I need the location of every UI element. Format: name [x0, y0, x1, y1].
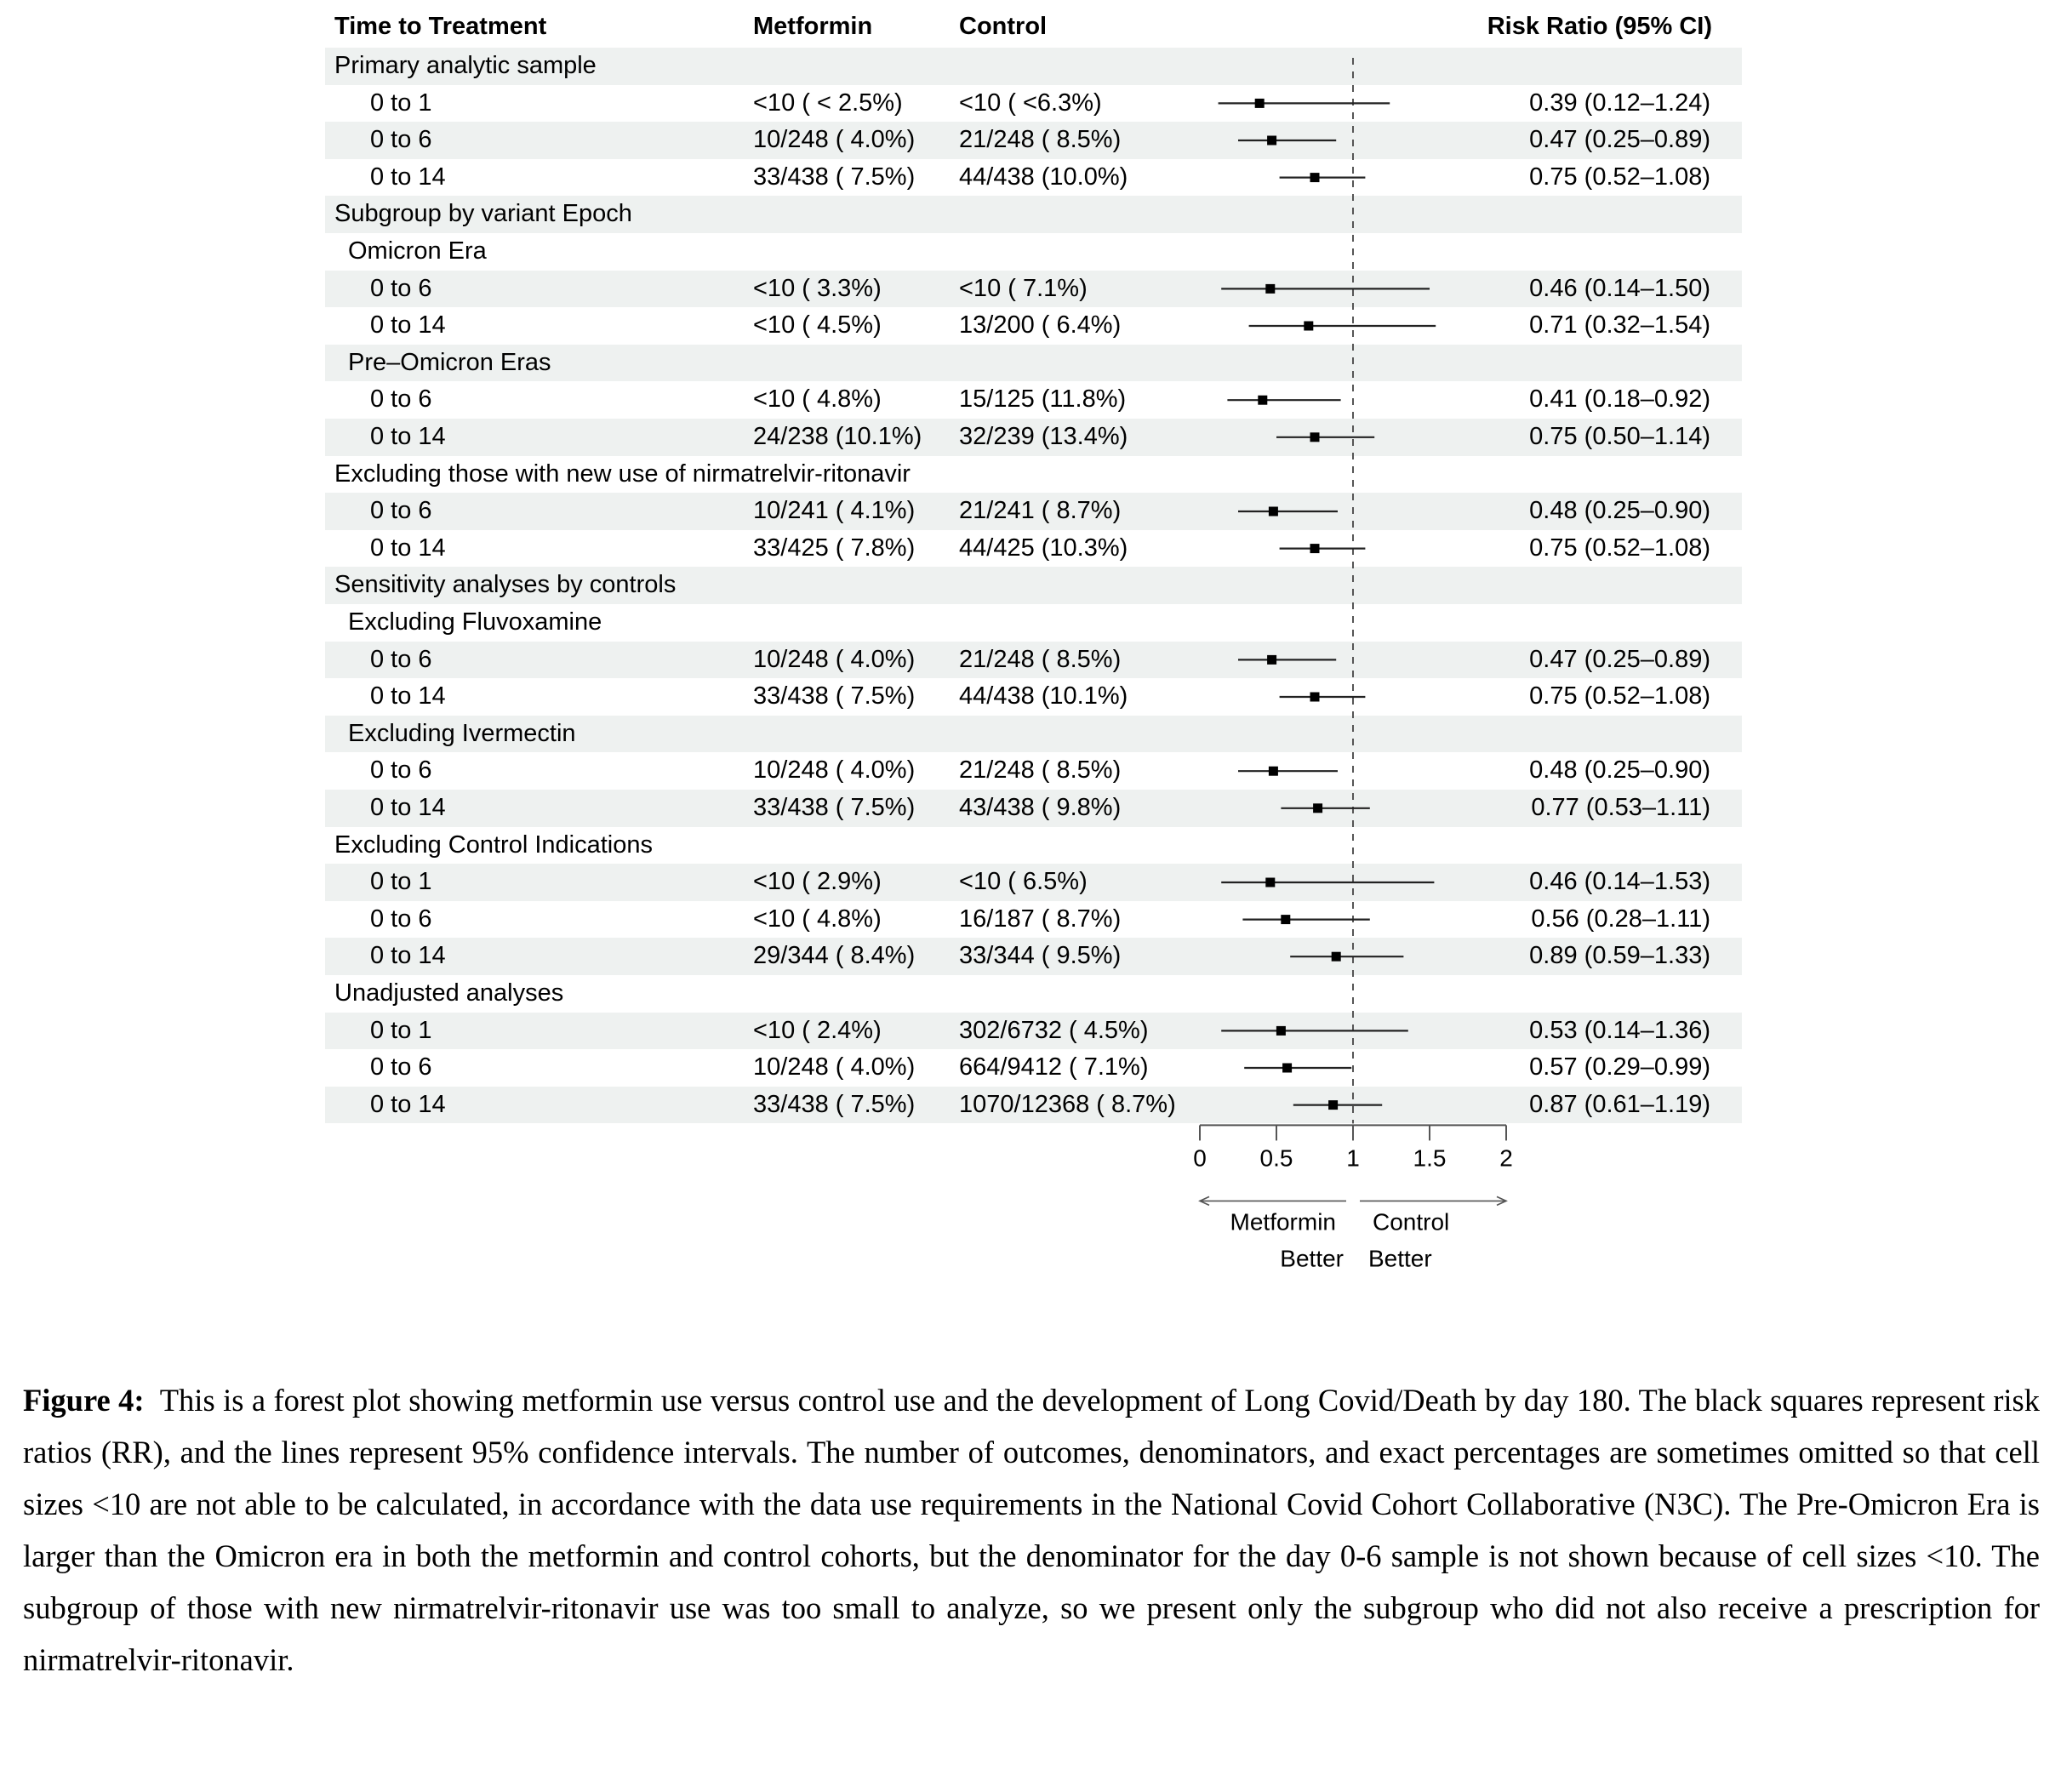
time-window-label: 0 to 14 [370, 794, 446, 821]
time-window-label: 0 to 14 [370, 682, 446, 711]
risk-ratio-marker [1310, 173, 1320, 182]
x-tick-label: 0.5 [1259, 1144, 1293, 1172]
control-better-label-line2: Better [1368, 1245, 1432, 1272]
risk-ratio-ci-label: 0.46 (0.14–1.53) [1529, 868, 1710, 896]
risk-ratio-ci-label: 0.56 (0.28–1.11) [1531, 905, 1710, 933]
time-window-label: 0 to 14 [370, 311, 446, 340]
control-outcome-cell: 33/344 ( 9.5%) [959, 942, 1122, 970]
time-window-label: 0 to 14 [370, 163, 446, 191]
control-outcome-cell: <10 ( 6.5%) [959, 868, 1088, 896]
time-window-label: 0 to 6 [370, 905, 432, 933]
control-outcome-cell: 44/425 (10.3%) [959, 534, 1128, 562]
control-outcome-cell: 21/241 ( 8.7%) [959, 497, 1122, 525]
control-outcome-cell: 1070/12368 ( 8.7%) [959, 1090, 1176, 1118]
risk-ratio-ci-label: 0.75 (0.52–1.08) [1529, 534, 1710, 562]
risk-ratio-ci-label: 0.53 (0.14–1.36) [1529, 1016, 1710, 1044]
risk-ratio-ci-label: 0.71 (0.32–1.54) [1529, 311, 1710, 340]
risk-ratio-marker [1313, 803, 1322, 813]
metformin-outcome-cell: <10 ( 2.4%) [753, 1016, 882, 1044]
x-tick-label: 2 [1499, 1144, 1513, 1172]
time-window-label: 0 to 6 [370, 1053, 432, 1081]
time-window-label: 0 to 6 [370, 645, 432, 673]
risk-ratio-marker [1269, 507, 1278, 516]
control-outcome-cell: 302/6732 ( 4.5%) [959, 1016, 1149, 1044]
time-window-label: 0 to 1 [370, 1016, 432, 1044]
risk-ratio-ci-label: 0.75 (0.52–1.08) [1529, 163, 1710, 191]
risk-ratio-ci-label: 0.77 (0.53–1.11) [1531, 794, 1710, 821]
metformin-outcome-cell: <10 ( 4.5%) [753, 311, 882, 340]
group-label: Omicron Era [348, 237, 487, 265]
caption-text: This is a forest plot showing metformin use versus control use and the development of Long Covid/Death by day 180. The black squares represent risk ratios (RR), and the lines represent 95% confidence intervals. The number of outcomes, denominators, and exact percentages are sometimes omitted so that cell sizes <10 are not able to be calculated, in accordance with the data use requirements in the National Covid Cohort Collaborative (N3C). The Pre-Omicron Era is larger than the Omicron era in both the metformin and control cohorts, but the denominator for the day 0-6 sample is not shown because of cell sizes <10. The subgroup of those with new nirmatrelvir-ritonavir use was too small to analyze, so we present only the subgroup who did not also receive a prescription for nirmatrelvir-ritonavir. [23, 1383, 2041, 1677]
metformin-outcome-cell: <10 ( 4.8%) [753, 905, 882, 933]
time-window-label: 0 to 6 [370, 274, 432, 302]
control-outcome-cell: 44/438 (10.1%) [959, 682, 1128, 711]
metformin-outcome-cell: <10 ( 3.3%) [753, 274, 882, 302]
control-outcome-cell: 15/125 (11.8%) [959, 385, 1127, 414]
group-label: Excluding Fluvoxamine [348, 608, 602, 636]
risk-ratio-marker [1332, 952, 1341, 962]
control-outcome-cell: <10 ( <6.3%) [959, 88, 1102, 117]
metformin-better-label-line2: Better [1280, 1245, 1344, 1272]
risk-ratio-ci-label: 0.48 (0.25–0.90) [1529, 756, 1710, 785]
control-better-label-line1: Control [1373, 1208, 1450, 1236]
risk-ratio-ci-label: 0.57 (0.29–0.99) [1529, 1053, 1710, 1081]
control-outcome-cell: 664/9412 ( 7.1%) [959, 1053, 1149, 1081]
metformin-outcome-cell: 10/248 ( 4.0%) [753, 645, 916, 673]
figure-caption [23, 1374, 2040, 1686]
x-tick-label: 1.5 [1413, 1144, 1447, 1172]
header-time-to-treatment: Time to Treatment [334, 13, 547, 40]
risk-ratio-marker [1265, 284, 1275, 294]
risk-ratio-marker [1281, 915, 1290, 924]
risk-ratio-marker [1328, 1100, 1338, 1110]
risk-ratio-marker [1304, 322, 1313, 331]
time-window-label: 0 to 6 [370, 756, 432, 785]
risk-ratio-marker [1267, 136, 1276, 146]
control-outcome-cell: 43/438 ( 9.8%) [959, 794, 1122, 821]
risk-ratio-ci-label: 0.47 (0.25–0.89) [1529, 645, 1710, 673]
risk-ratio-ci-label: 0.89 (0.59–1.33) [1529, 942, 1710, 970]
control-outcome-cell: 44/438 (10.0%) [959, 163, 1128, 191]
metformin-outcome-cell: 33/438 ( 7.5%) [753, 163, 916, 191]
control-outcome-cell: 21/248 ( 8.5%) [959, 645, 1122, 673]
caption-label: Figure 4: [23, 1383, 145, 1418]
risk-ratio-ci-label: 0.48 (0.25–0.90) [1529, 497, 1710, 525]
control-outcome-cell: 21/248 ( 8.5%) [959, 126, 1122, 154]
risk-ratio-ci-label: 0.41 (0.18–0.92) [1529, 385, 1710, 414]
risk-ratio-ci-label: 0.75 (0.52–1.08) [1529, 682, 1710, 711]
metformin-outcome-cell: 10/248 ( 4.0%) [753, 1053, 916, 1081]
risk-ratio-ci-label: 0.87 (0.61–1.19) [1529, 1090, 1710, 1118]
header-risk-ratio: Risk Ratio (95% CI) [1487, 13, 1712, 40]
header-metformin: Metformin [753, 13, 873, 40]
time-window-label: 0 to 6 [370, 126, 432, 154]
risk-ratio-marker [1310, 432, 1320, 442]
risk-ratio-marker [1255, 99, 1265, 108]
control-outcome-cell: 16/187 ( 8.7%) [959, 905, 1122, 933]
x-tick-label: 1 [1346, 1144, 1360, 1172]
time-window-label: 0 to 1 [370, 88, 432, 117]
risk-ratio-ci-label: 0.46 (0.14–1.50) [1529, 274, 1710, 302]
control-outcome-cell: <10 ( 7.1%) [959, 274, 1088, 302]
time-window-label: 0 to 1 [370, 868, 432, 896]
metformin-outcome-cell: 33/425 ( 7.8%) [753, 534, 916, 562]
risk-ratio-marker [1269, 767, 1278, 776]
risk-ratio-marker [1282, 1064, 1292, 1073]
metformin-outcome-cell: <10 ( 2.9%) [753, 868, 882, 896]
group-label: Pre–Omicron Eras [348, 348, 551, 376]
control-outcome-cell: 21/248 ( 8.5%) [959, 756, 1122, 785]
metformin-outcome-cell: 10/241 ( 4.1%) [753, 497, 916, 525]
metformin-outcome-cell: 10/248 ( 4.0%) [753, 756, 916, 785]
risk-ratio-marker [1265, 878, 1275, 887]
time-window-label: 0 to 14 [370, 534, 446, 562]
metformin-outcome-cell: 33/438 ( 7.5%) [753, 1090, 916, 1118]
group-label: Excluding Control Indications [334, 830, 653, 859]
group-label: Subgroup by variant Epoch [334, 200, 632, 228]
group-label: Unadjusted analyses [334, 979, 564, 1007]
group-label: Sensitivity analyses by controls [334, 571, 677, 599]
time-window-label: 0 to 14 [370, 423, 446, 450]
risk-ratio-ci-label: 0.39 (0.12–1.24) [1529, 88, 1710, 117]
metformin-outcome-cell: <10 ( 4.8%) [753, 385, 882, 414]
metformin-better-label-line1: Metformin [1230, 1208, 1336, 1236]
x-tick-label: 0 [1193, 1144, 1207, 1172]
group-label: Excluding Ivermectin [348, 719, 576, 747]
group-label: Excluding those with new use of nirmatrelvir-ritonavir [334, 459, 911, 488]
risk-ratio-marker [1267, 655, 1276, 665]
control-outcome-cell: 13/200 ( 6.4%) [959, 311, 1122, 340]
metformin-outcome-cell: 33/438 ( 7.5%) [753, 794, 916, 821]
risk-ratio-marker [1310, 544, 1320, 553]
time-window-label: 0 to 6 [370, 385, 432, 414]
control-outcome-cell: 32/239 (13.4%) [959, 423, 1128, 450]
risk-ratio-ci-label: 0.47 (0.25–0.89) [1529, 126, 1710, 154]
metformin-outcome-cell: 29/344 ( 8.4%) [753, 942, 916, 970]
risk-ratio-ci-label: 0.75 (0.50–1.14) [1529, 423, 1710, 450]
risk-ratio-marker [1310, 693, 1320, 702]
time-window-label: 0 to 6 [370, 497, 432, 525]
risk-ratio-marker [1258, 396, 1267, 405]
metformin-outcome-cell: 33/438 ( 7.5%) [753, 682, 916, 711]
time-window-label: 0 to 14 [370, 942, 446, 970]
header-control: Control [959, 13, 1048, 40]
risk-ratio-marker [1276, 1026, 1286, 1036]
time-window-label: 0 to 14 [370, 1090, 446, 1118]
group-label: Primary analytic sample [334, 52, 597, 79]
metformin-outcome-cell: 24/238 (10.1%) [753, 423, 922, 450]
metformin-outcome-cell: <10 ( < 2.5%) [753, 88, 903, 117]
metformin-outcome-cell: 10/248 ( 4.0%) [753, 126, 916, 154]
